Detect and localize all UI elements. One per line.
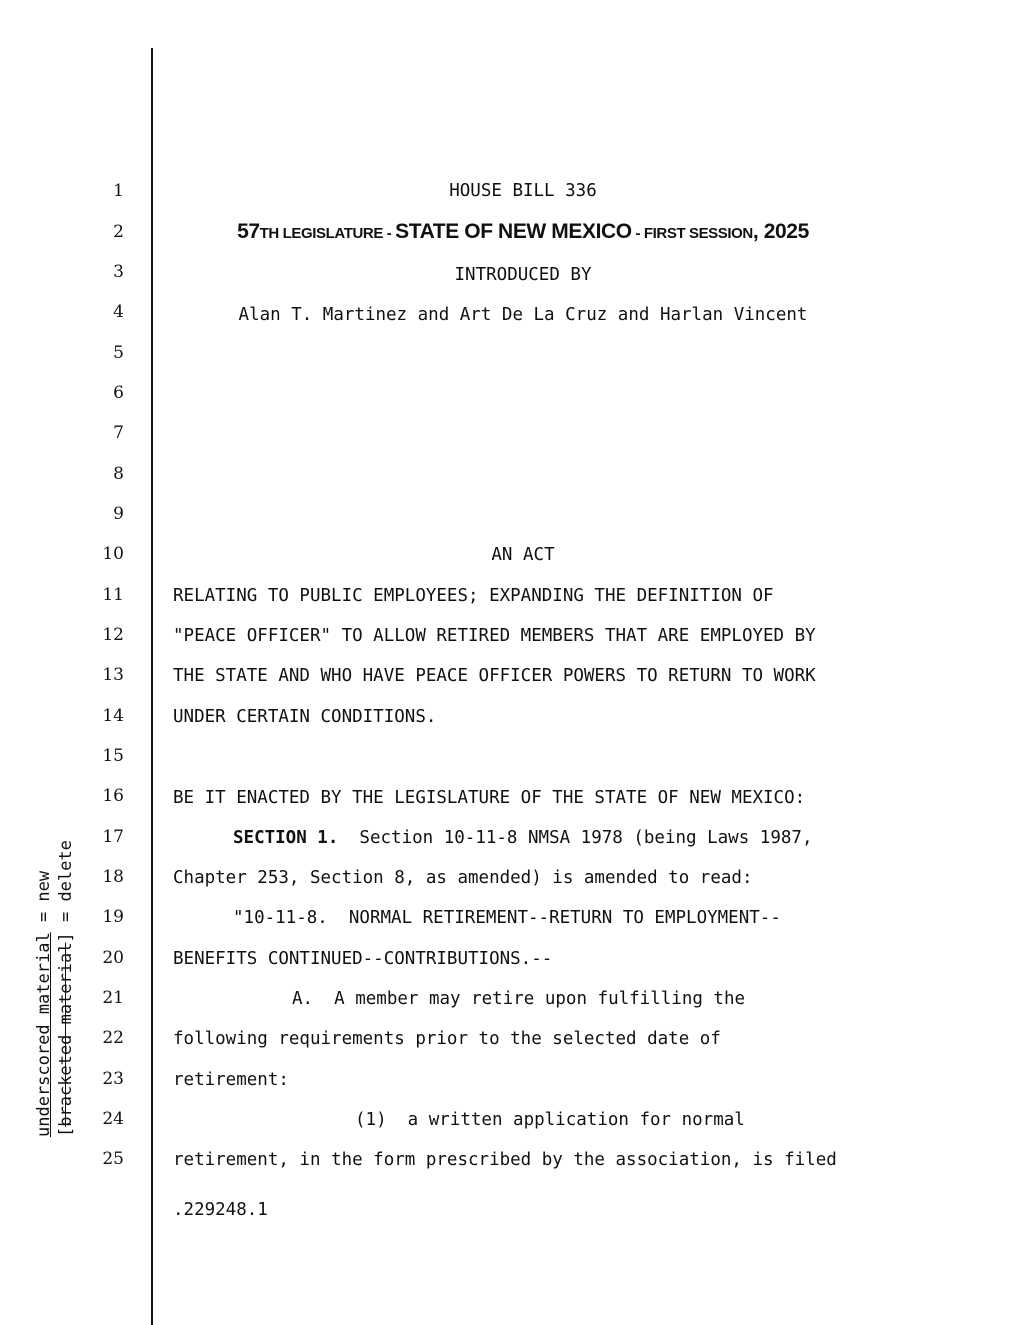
bracket-open: [ xyxy=(56,1126,76,1137)
title-line: "PEACE OFFICER" TO ALLOW RETIRED MEMBERS THAT ARE EMPLOYED BY xyxy=(173,626,816,646)
title-line: RELATING TO PUBLIC EMPLOYEES; EXPANDING THE DEFINITION OF xyxy=(173,586,774,606)
legislature-number: 57 xyxy=(237,220,260,243)
line-number: 5 xyxy=(113,343,124,363)
line-number: 20 xyxy=(102,948,124,968)
line-number: 23 xyxy=(102,1069,124,1089)
item-1: (1) a written application for normal xyxy=(355,1110,745,1130)
line-number: 3 xyxy=(113,262,124,282)
bracketed-legend xyxy=(56,840,76,1137)
sponsors: Alan T. Martinez and Art De La Cruz and Harlan Vincent xyxy=(238,305,808,325)
line-number: 7 xyxy=(113,423,124,443)
line-number: 9 xyxy=(113,504,124,524)
act-heading: AN ACT xyxy=(491,545,555,565)
line-number: 22 xyxy=(102,1028,124,1048)
legislature-label: TH LEGISLATURE xyxy=(259,225,383,242)
paragraph-a: retirement: xyxy=(173,1070,289,1090)
underscored-meaning: = new xyxy=(34,870,54,933)
introduced-by: INTRODUCED BY xyxy=(454,265,592,285)
document-number: .229248.1 xyxy=(173,1200,268,1220)
section-label: SECTION 1. xyxy=(233,828,339,848)
quoted-section-heading: BENEFITS CONTINUED--CONTRIBUTIONS.-- xyxy=(173,949,553,969)
session-year: , 2025 xyxy=(752,220,809,243)
line-number: 14 xyxy=(102,706,124,726)
line-number: 12 xyxy=(102,625,124,645)
line-number: 16 xyxy=(102,786,124,806)
line-number: 8 xyxy=(113,464,124,484)
line-number: 17 xyxy=(102,827,124,847)
section-text: Chapter 253, Section 8, as amended) is amended to read: xyxy=(173,868,753,888)
enacting-clause: BE IT ENACTED BY THE LEGISLATURE OF THE STATE OF NEW MEXICO: xyxy=(173,788,806,808)
section-text: Section 10-11-8 NMSA 1978 (being Laws 1987, xyxy=(338,828,813,848)
paragraph-a: following requirements prior to the selected date of xyxy=(173,1029,721,1049)
line-number: 13 xyxy=(102,665,124,685)
line-number: 2 xyxy=(113,222,124,242)
section-1-line xyxy=(233,827,812,849)
heading-separator: - xyxy=(631,225,644,242)
title-line: UNDER CERTAIN CONDITIONS. xyxy=(173,707,437,727)
line-number: 15 xyxy=(102,746,124,766)
line-number: 1 xyxy=(113,181,124,201)
line-number: 10 xyxy=(102,544,124,564)
line-number: 19 xyxy=(102,907,124,927)
bill-title: HOUSE BILL 336 xyxy=(449,181,597,201)
item-1: retirement, in the form prescribed by the association, is filed xyxy=(173,1150,837,1170)
margin-rule xyxy=(151,48,153,1325)
line-number: 4 xyxy=(113,302,124,322)
underscored-legend xyxy=(34,871,54,1137)
legislature-heading xyxy=(173,219,873,247)
line-number: 24 xyxy=(102,1109,124,1129)
line-number: 6 xyxy=(113,383,124,403)
bracketed-sample: bracketed material xyxy=(56,942,76,1127)
title-line: THE STATE AND WHO HAVE PEACE OFFICER POWERS TO RETURN TO WORK xyxy=(173,666,816,686)
session-label: FIRST SESSION xyxy=(643,225,753,242)
underscored-sample: underscored material xyxy=(34,932,54,1137)
line-number: 11 xyxy=(102,585,124,605)
line-number: 25 xyxy=(102,1149,124,1169)
state-name: STATE OF NEW MEXICO xyxy=(395,220,632,243)
heading-separator: - xyxy=(382,225,396,242)
paragraph-a: A. A member may retire upon fulfilling the xyxy=(292,989,746,1009)
quoted-section-heading: "10-11-8. NORMAL RETIREMENT--RETURN TO EMPLOYMENT-- xyxy=(233,908,781,928)
line-number: 18 xyxy=(102,867,124,887)
bracket-close: ] xyxy=(56,932,76,943)
bracketed-meaning: = delete xyxy=(56,840,76,933)
line-number: 21 xyxy=(102,988,124,1008)
